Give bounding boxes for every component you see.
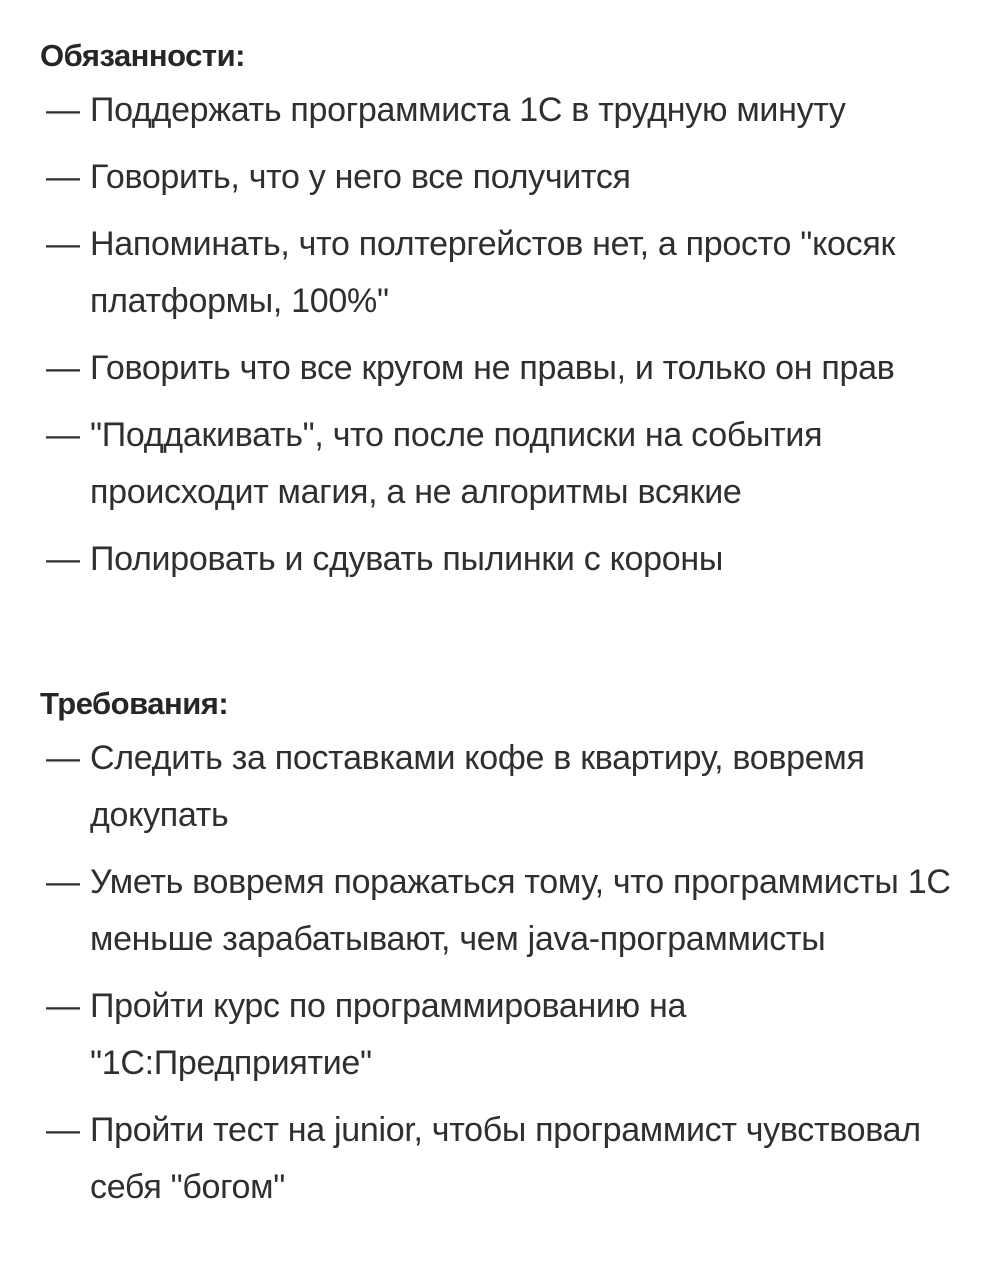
requirement-text: Следить за поставками кофе в квартиру, вовремя докупать bbox=[90, 739, 865, 834]
requirement-text: Пройти курс по программированию на "1С:Предприятие" bbox=[90, 987, 687, 1082]
dash-bullet: — bbox=[46, 416, 80, 454]
obligation-text: Напоминать, что полтергейстов нет, а просто "косяк платформы, 100%" bbox=[90, 225, 896, 320]
obligations-list bbox=[40, 82, 960, 588]
dash-bullet: — bbox=[46, 225, 80, 263]
obligations-section bbox=[40, 36, 960, 588]
requirement-text: Уметь вовремя поражаться тому, что программисты 1С меньше зарабатывают, чем java-программисты bbox=[90, 863, 951, 958]
obligation-item bbox=[40, 340, 960, 397]
obligation-text: Поддержать программиста 1С в трудную минуту bbox=[90, 91, 846, 129]
obligation-item bbox=[40, 531, 960, 588]
obligation-item bbox=[40, 407, 960, 521]
dash-bullet: — bbox=[46, 540, 80, 578]
obligation-text: Говорить что все кругом не правы, и только он прав bbox=[90, 349, 895, 387]
requirement-item bbox=[40, 854, 960, 968]
dash-bullet: — bbox=[46, 349, 80, 387]
obligations-heading: Обязанности: bbox=[40, 38, 245, 73]
obligation-text: Говорить, что у него все получится bbox=[90, 158, 631, 196]
dash-bullet: — bbox=[46, 739, 80, 777]
obligation-text: Полировать и сдувать пылинки с короны bbox=[90, 540, 723, 578]
dash-bullet: — bbox=[46, 158, 80, 196]
dash-bullet: — bbox=[46, 863, 80, 901]
requirements-list bbox=[40, 730, 960, 1216]
requirement-text: Пройти тест на junior, чтобы программист чувствовал себя "богом" bbox=[90, 1111, 921, 1206]
obligation-text: "Поддакивать", что после подписки на события происходит магия, а не алгоритмы всякие bbox=[90, 416, 823, 511]
requirement-item bbox=[40, 730, 960, 844]
dash-bullet: — bbox=[46, 987, 80, 1025]
dash-bullet: — bbox=[46, 91, 80, 129]
obligation-item bbox=[40, 149, 960, 206]
dash-bullet: — bbox=[46, 1111, 80, 1149]
requirement-item bbox=[40, 978, 960, 1092]
obligation-item bbox=[40, 82, 960, 139]
obligation-item bbox=[40, 216, 960, 330]
requirements-section bbox=[40, 684, 960, 1216]
requirement-item bbox=[40, 1102, 960, 1216]
requirements-heading: Требования: bbox=[40, 686, 229, 721]
